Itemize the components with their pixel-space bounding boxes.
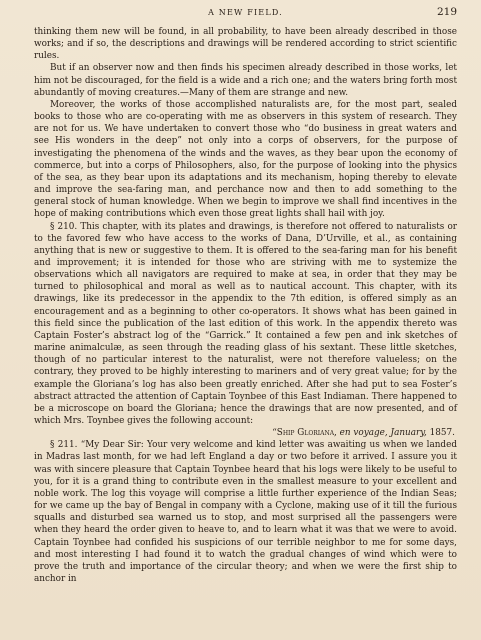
paragraph-continuation: thinking them new will be found, in all probability, to have been already described in those works; and if so, the descriptions and drawings will be rendered according to strict scientific rules. [34, 27, 457, 62]
paragraph-observer: But if an observer now and then finds his specimen already described in those works, let him not be discouraged, for the field is a wide and a rich one; and the waters bring forth most abundantly of moving creatures.—Many of them are strange and new. [34, 63, 457, 98]
page-number: 219 [436, 6, 457, 18]
paragraph-moreover: Moreover, the works of those accomplished naturalists are, for the most part, sealed books to those who are co-operating with me as observers in this system of research. They are not for us. We have undertaken to convert those who “do business in great waters and see His wonders in the deep” not only into a corps of observers, for the purpose of investigating the phenomena of the winds and the waves, as they bear upon the economy of commerce, but into a corps of Philosophers, also, for the purpose of looking into the physics of the sea, as they bear upon its adaptations and its mechanism, hoping thereby to elevate and improve the sea-faring man, and perchance now and then to add something to the general stock of human knowledge. When we begin to improve we shall find incentives in the hope of making contributions which even those great lights shall hail with joy. [34, 99, 457, 220]
running-title: A NEW FIELD. [208, 8, 283, 17]
dateline-year: 1857. [426, 428, 455, 439]
page-header [34, 6, 457, 20]
paragraph-section-211: § 211. “My Dear Sir: Your very welcome and kind letter was awaiting us when we landed in Madras last month, for we had left England a day or two before it arrived. I assure you it was with sincere pleasure that Captain Toynbee heard that his logs were likely to be useful to you, for it is a grand thing to contribute even in the smallest measure to your excellent and noble work. The log this voyage will comprise a little further experience of the Indian Seas; for we came up the bay of Bengal in company with a Cyclone, making use of it till the furious squalls and disturbed sea warned us to stop, and most surprised all the passengers were when they heard the order given to heave to, and to learn what it was that we were to avoid. Captain Toynbee had confided his suspicions of our terrible neighbor to me for some days, and most interesting I had found it to watch the gradual changes of wind which were to prove the truth and importance of the circular theory; and when we were the first ship to anchor in [34, 440, 457, 585]
page-body [34, 26, 457, 585]
dateline-ship: “Ship Gloriana, [272, 428, 337, 439]
letter-dateline [34, 427, 457, 439]
dateline-voyage: en voyage, January, [336, 428, 427, 439]
paragraph-section-210: § 210. This chapter, with its plates and drawings, is therefore not offered to naturalists or to the favored few who have access to the works of Dana, D’Urville, et al., as containing anything that is new or suggestive to them. It is offered to the sea-faring man for his benefit and improvement; it is intended for those who are striving with me to systemize the observations which all navigators are required to make at sea, in order that they may be turned to philosophical and moral as well as to nautical account. This chapter, with its drawings, like its predecessor in the appendix to the 7th edition, is offered simply as an encouragement and as a beginning to other co-operators. It shows what has been gained in this field since the publication of the last edition of this work. In the appendix thereto was Captain Foster’s abstract log of the “Garrick.” It contained a few pen and ink sketches of marine animalculæ, as seen through the reading glass of his sextant. These little sketches, though of no particular interest to the naturalist, were not therefore valueless; on the contrary, they proved to be highly interesting to mariners and of very great value; for by the example the Gloriana’s log has also been greatly enriched. After she had put to sea Foster’s abstract attracted the attention of Captain Toynbee of this East Indiaman. There happened to be a microscope on board the Gloriana; hence the drawings that are now presented, and of which Mrs. Toynbee gives the following account: [34, 221, 457, 426]
